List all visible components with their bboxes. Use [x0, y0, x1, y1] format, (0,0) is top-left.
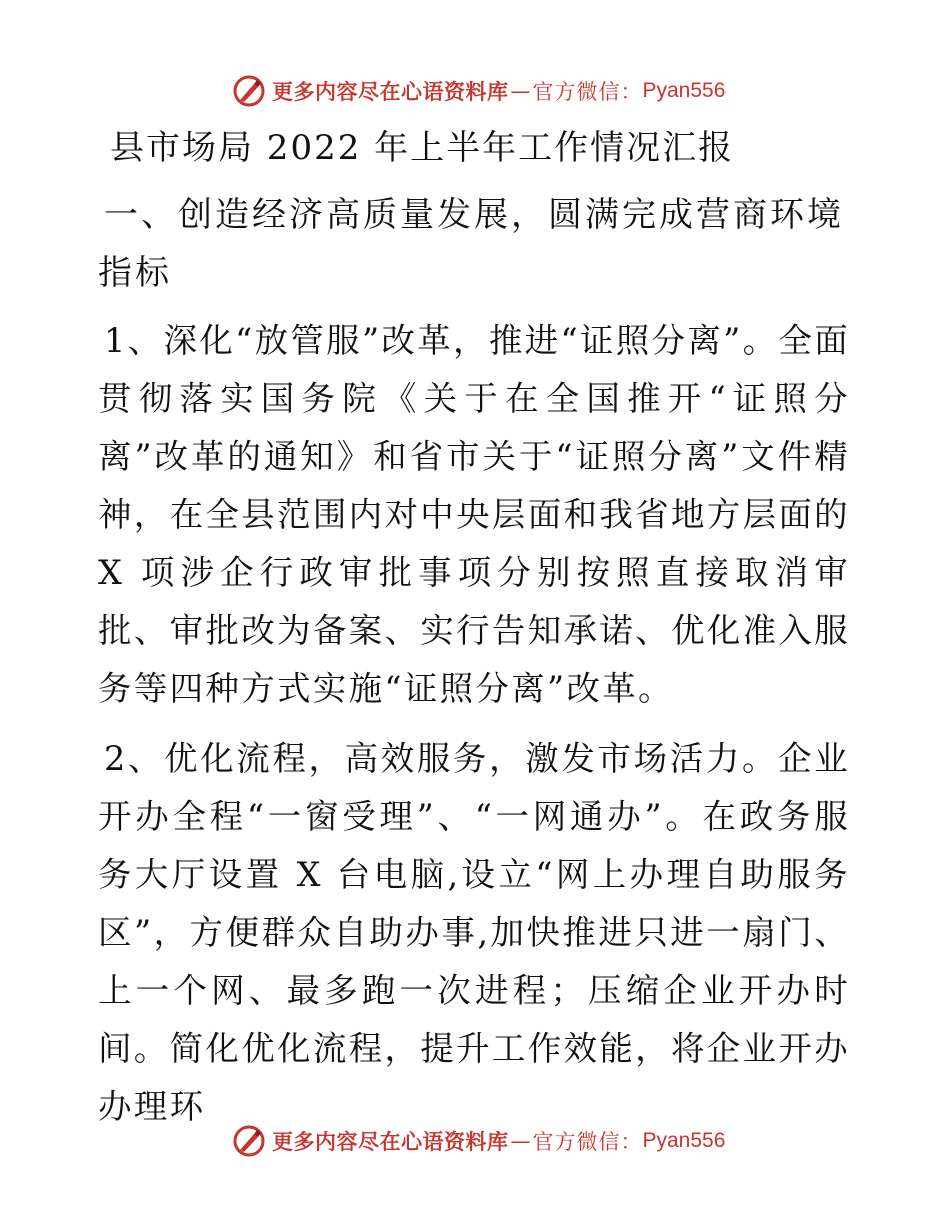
footer-watermark	[232, 1122, 725, 1160]
watermark-text: 更多内容尽在心语资料库	[272, 1129, 509, 1154]
header-watermark	[232, 72, 725, 110]
watermark-official: 官方微信：	[532, 1130, 643, 1154]
watermark-wechat: Pyan556	[642, 1129, 726, 1152]
paragraph: 2、优化流程，高效服务，激发市场活力。企业开办全程“一窗受理”、“一网通办”。在政务服务大厅设置 X 台电脑,设立“网上办理自助服务区”，方便群众自助办事,加快推进只进一扇门、上一个网、最多跑一次进程；压缩企业开办时间。简化优化流程，提升工作效能，将企业开办办理环	[98, 739, 850, 1126]
document-body	[98, 124, 850, 1148]
pen-logo-icon	[232, 1124, 266, 1158]
watermark-official: 官方微信：	[532, 80, 643, 104]
watermark-text: 更多内容尽在心语资料库	[272, 79, 509, 104]
document-title: 县市场局 2022 年上半年工作情况汇报	[110, 128, 735, 168]
pen-logo-icon	[232, 74, 266, 108]
section-heading: 一、创造经济高质量发展，圆满完成营商环境指标	[98, 195, 844, 293]
watermark-dash: —	[510, 79, 531, 103]
watermark-wechat: Pyan556	[642, 79, 726, 102]
paragraph: 1、深化“放管服”改革，推进“证照分离”。全面贯彻落实国务院《关于在全国推开“证照分离”改革的通知》和省市关于“证照分离”文件精神，在全县范围内对中央层面和我省地方层面的 X 项涉企行政审批事项分别按照直接取消审批、审批改为备案、实行告知承诺、优化准入服务等四种方式实施“证照分离”改革。	[98, 321, 850, 708]
watermark-dash: —	[510, 1129, 531, 1153]
